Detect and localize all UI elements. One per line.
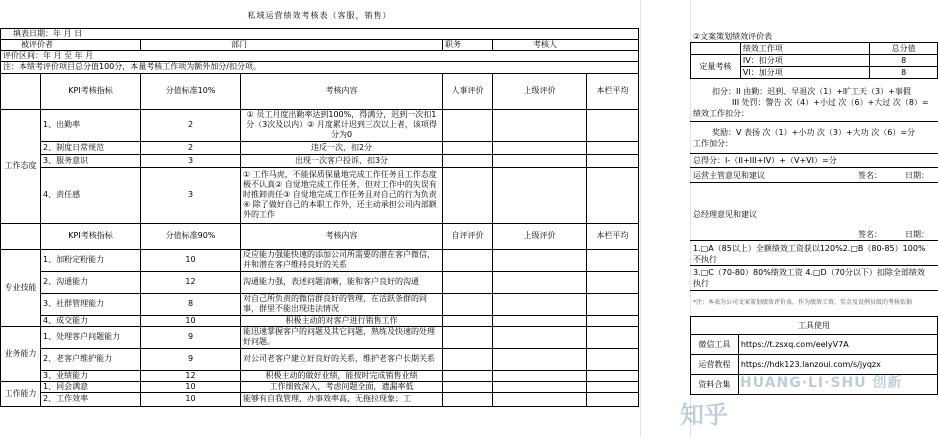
kpi-content: 积极主动的做好业绩，能按时完成销售业绩	[241, 370, 443, 381]
kpi-content: 积极主动的对客户进行销售工作	[241, 315, 443, 326]
col-kpi: KPI考核指标	[41, 73, 141, 109]
col-boss-eval: 上级评价	[493, 223, 587, 249]
kpi-content: 能够有自我管理，办事效率高，无拖拉现象；工	[241, 392, 443, 406]
page-title: 私域运营绩效考核表（客服，销售）	[247, 10, 392, 20]
divider	[690, 290, 938, 291]
tool-name: 资料合集	[691, 375, 739, 395]
cell[interactable]	[443, 381, 493, 392]
cell[interactable]	[443, 348, 493, 370]
item-deduct: IV：扣分项	[740, 55, 869, 67]
grade-line-2: 3.□C（70-80）80%绩效工资 4.□D（70分以下）扣除全部绩效	[693, 268, 925, 277]
item-total: 8	[870, 55, 938, 67]
cell[interactable]	[587, 167, 639, 223]
kpi-score: 8	[141, 293, 241, 315]
divider	[690, 121, 938, 122]
kpi-name: 3、社群管理能力	[41, 293, 141, 315]
cell[interactable]	[493, 167, 587, 223]
cell[interactable]	[493, 249, 587, 271]
item-total: 8	[870, 67, 938, 79]
cell[interactable]	[587, 109, 639, 141]
kpi-name: 4、责任感	[41, 167, 141, 223]
cell[interactable]	[443, 141, 493, 154]
item-add: VI：加分项	[740, 67, 869, 79]
kpi-name: 1、处理客户问题能力	[41, 326, 141, 348]
cell[interactable]	[587, 326, 639, 348]
cell[interactable]	[443, 326, 493, 348]
cell[interactable]	[587, 315, 639, 326]
cell[interactable]	[493, 315, 587, 326]
cell[interactable]	[493, 271, 587, 293]
kpi-name: 2、沟通能力	[41, 271, 141, 293]
fill-date-row	[1, 28, 639, 39]
tool-name: 运营教程	[691, 355, 739, 375]
deduct-line-2: III 处罚：警告 次（4）+小过 次（6）+大过 次（8）=	[732, 98, 929, 107]
cell[interactable]	[493, 154, 587, 167]
cell[interactable]	[443, 109, 493, 141]
cell[interactable]	[443, 154, 493, 167]
col-kpi: KPI考核指标	[41, 223, 141, 249]
kpi-name: 2、工作效率	[41, 392, 141, 406]
kpi-table	[0, 4, 639, 407]
col-content: 考核内容	[241, 73, 443, 109]
divider	[690, 182, 938, 183]
col-boss-eval: 上级评价	[493, 73, 587, 109]
grade-line-2b: 执行	[693, 279, 709, 288]
cell[interactable]	[587, 271, 639, 293]
kpi-score: 10	[141, 381, 241, 392]
group-work: 工作能力	[1, 381, 41, 406]
footnote: *注：本表为公司文案策划绩效评价表，作为绩效工资、奖金及设例员级的考核依据	[693, 299, 913, 306]
cell[interactable]	[443, 293, 493, 315]
cell[interactable]	[587, 370, 639, 381]
cell[interactable]	[443, 370, 493, 381]
cell[interactable]	[493, 141, 587, 154]
reward-line-1: 奖励：V 表扬 次（1）+小功 次（3）+大功 次（6）=分	[712, 128, 916, 137]
kpi-score: 2	[141, 141, 241, 154]
sign-label: 签名：	[858, 171, 882, 180]
cell[interactable]	[493, 293, 587, 315]
sign-label: 签名：	[858, 230, 882, 239]
kpi-content: 沟通能力强，表述问题清晰，能和客户良好的沟通	[241, 271, 443, 293]
kpi-name: 1、同会满意	[41, 381, 141, 392]
grade-line-1: 1.□A（85以上）全额绩效工资获以120%2.□B（80-85）100%	[693, 244, 926, 253]
col-content: 考核内容	[241, 223, 443, 249]
cell[interactable]	[587, 348, 639, 370]
kpi-score: 10	[141, 392, 241, 406]
kpi-name: 2、老客户维护能力	[41, 348, 141, 370]
cell[interactable]	[587, 381, 639, 392]
col-avg: 本栏平均	[587, 73, 639, 109]
kpi-content: 能迅速掌握客户的问题及其它问题，熟练及快速的处理好问题。	[241, 326, 443, 348]
cell[interactable]	[493, 326, 587, 348]
period-value: 年 月 至 年 月	[43, 50, 94, 60]
kpi-score: 9	[141, 326, 241, 348]
cell[interactable]	[443, 167, 493, 223]
opinion-gm: 总经理意见和建议	[693, 210, 757, 219]
evaluator-label: 考核人	[493, 39, 639, 50]
col-hr-eval: 人事评价	[443, 73, 493, 109]
cell[interactable]	[587, 154, 639, 167]
kpi-content: ① 工作马虎，不能保质保量地完成工作任务且工作态度极不认真② 自觉地完成工作任务，但对工作中的失误有时推卸责任③ 自觉地完成工作任务且对自己的行为负责④ 除了做好自己的本职工作外，还主动承担公司内部额外的工作	[241, 167, 443, 223]
fill-date-label: 填表日期：	[13, 28, 53, 38]
kpi-score: 3	[141, 167, 241, 223]
right-section-title: ②文案策划绩效评价表	[693, 32, 773, 41]
kpi-name: 3、服务意识	[41, 154, 141, 167]
reward-line-2: 工作加分：	[693, 139, 733, 148]
col-total: 总分值	[870, 43, 938, 55]
date-label: 日期：	[905, 230, 929, 239]
kpi-content: 出现一次客户投诉，扣3分	[241, 154, 443, 167]
cell[interactable]	[587, 141, 639, 154]
kpi-name: 1、加粉定粉能力	[41, 249, 141, 271]
kpi-content: 反应能力强能快速的添加公司所需要的潜在客户微信，并和潜在客户维持良好的关系	[241, 249, 443, 271]
cell[interactable]	[587, 293, 639, 315]
kpi-score: 12	[141, 271, 241, 293]
kpi-content: 工作细致深入，考虑问题全面，遗漏率低	[241, 381, 443, 392]
watermark-zhihu: 知乎	[680, 401, 728, 429]
department-label: 部门	[141, 39, 443, 50]
grid-line	[640, 0, 641, 437]
cell[interactable]	[493, 348, 587, 370]
evaluatee-label: 被评价者	[1, 39, 141, 50]
kpi-content: ① 员工月度出勤率达到100%，得满分，迟到一次扣1分（3次及以内）② 月度累计迟到三次以上者，该项得分为0	[241, 109, 443, 141]
col-item: 绩效工作项	[740, 43, 869, 55]
kpi-score: 9	[141, 348, 241, 370]
blank-header	[1, 223, 41, 249]
col-self-eval: 自评评价	[443, 223, 493, 249]
group-business: 业务能力	[1, 326, 41, 381]
kpi-score: 10	[141, 315, 241, 326]
blank-header	[1, 73, 41, 109]
kpi-score: 2	[141, 109, 241, 141]
group-work-attitude: 工作态度	[1, 109, 41, 223]
period-label: 评价区间：	[3, 50, 43, 60]
period-row	[1, 50, 639, 61]
position-label: 职务	[443, 39, 493, 50]
cell[interactable]	[587, 249, 639, 271]
cell[interactable]	[587, 392, 639, 406]
cell[interactable]	[493, 109, 587, 141]
date-label: 日期：	[905, 171, 929, 180]
kpi-content: 对自己所负责的微信群良好的管理，在活跃条群的同事，群里不能出现违法情况	[241, 293, 443, 315]
kpi-score: 12	[141, 370, 241, 381]
divider	[690, 240, 938, 241]
kpi-score: 10	[141, 249, 241, 271]
deduct-line-3: 绩效工作扣分：	[693, 109, 749, 118]
blank-cell	[691, 43, 741, 55]
divider	[690, 153, 938, 154]
grade-line-1b: 不执行	[693, 255, 717, 264]
fill-date-value: 年 月 日	[53, 28, 83, 38]
col-avg: 本栏平均	[587, 223, 639, 249]
kpi-name: 4、成交能力	[41, 315, 141, 326]
col-score: 分值标准90%	[141, 223, 241, 249]
tool-url[interactable]: https://hdk123.lanzoui.com/s/jyqzx	[738, 355, 937, 375]
total-score: 总得分：I-（II+III+IV）+（V+VI）=分	[693, 156, 837, 165]
kpi-content: 违反一次，扣2分	[241, 141, 443, 154]
divider	[690, 167, 938, 168]
kpi-name: 2、制度日常规范	[41, 141, 141, 154]
col-score: 分值标准10%	[141, 73, 241, 109]
cell[interactable]	[493, 370, 587, 381]
cell[interactable]	[493, 392, 587, 406]
quant-group: 定量考核	[691, 55, 741, 79]
divider	[690, 265, 938, 266]
note-row: 注：本绩考评价项目总分值100分，本量考核工作项为额外加分/扣分项。	[1, 61, 639, 73]
right-score-table	[690, 42, 938, 79]
cell[interactable]	[443, 315, 493, 326]
watermark-brand: HUANG·LI·SHU 创新	[740, 375, 903, 391]
cell[interactable]	[443, 249, 493, 271]
deduct-line-1: 扣分：II 由勤：迟到、早退次（1）+旷工天（3）+事假	[712, 87, 911, 96]
cell[interactable]	[443, 271, 493, 293]
opinion-manager: 运营主管意见和建议	[693, 171, 765, 180]
kpi-content: 对公司老客户建立好良好的关系，维护老客户长期关系	[241, 348, 443, 370]
kpi-score: 3	[141, 154, 241, 167]
cell[interactable]	[493, 381, 587, 392]
cell[interactable]	[443, 392, 493, 406]
kpi-name: 1、出勤率	[41, 109, 141, 141]
tools-title: 工具使用	[691, 317, 938, 335]
group-professional: 专业技能	[1, 249, 41, 326]
tool-url[interactable]: https://t.zsxq.com/eeIyV7A	[738, 335, 937, 355]
kpi-name: 3、业绩能力	[41, 370, 141, 381]
tool-name: 微信工具	[691, 335, 739, 355]
